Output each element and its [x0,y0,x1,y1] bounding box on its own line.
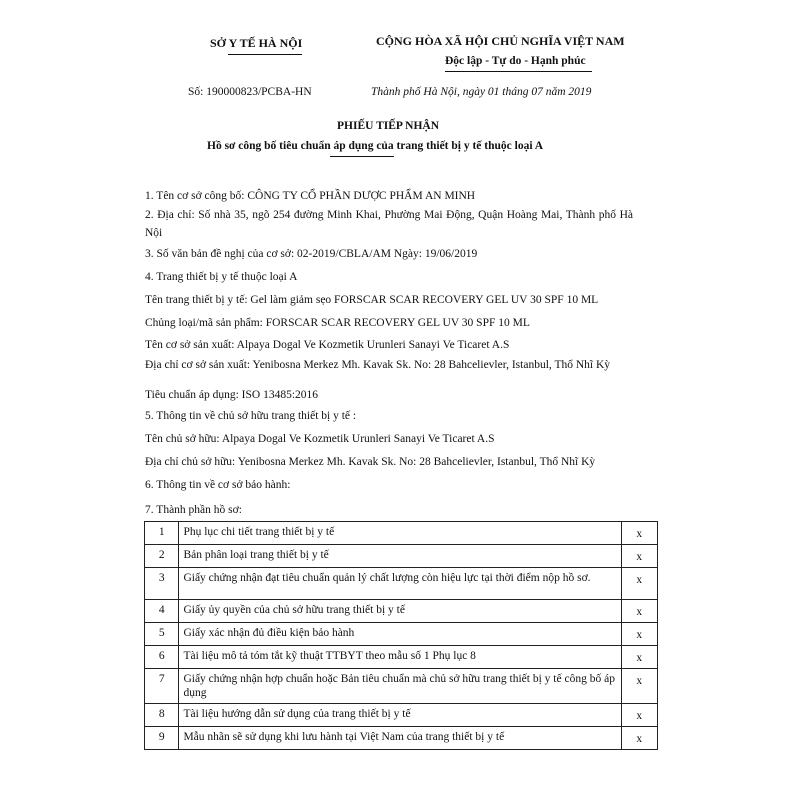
row-number: 3 [145,568,179,600]
row-number: 7 [145,669,179,704]
row-description: Mẫu nhãn sẽ sử dụng khi lưu hành tại Việt Nam của trang thiết bị y tế [179,727,621,750]
table-row [145,522,658,545]
motto-underline [445,71,592,72]
row-mark: x [621,522,657,545]
applied-standard: Tiêu chuẩn áp dụng: ISO 13485:2016 [145,389,319,401]
row-description: Giấy ủy quyền của chủ sở hữu trang thiết bị y tế [179,600,621,623]
row-description: Giấy xác nhận đủ điều kiện bảo hành [179,623,621,646]
table-row [145,727,658,750]
subtitle-underline [330,156,394,157]
owner-name: Tên chủ sở hữu: Alpaya Dogal Ve Kozmetik Urunleri Sanayi Ve Ticaret A.S [145,433,495,445]
device-type: Chủng loại/mã sản phẩm: FORSCAR SCAR RECOVERY GEL UV 30 SPF 10 ML [145,317,530,329]
section-5-heading: 5. Thông tin về chủ sở hữu trang thiết bị y tế : [145,410,357,422]
row-mark: x [621,646,657,669]
manufacturer-address: Địa chỉ cơ sở sản xuất: Yenibosna Merkez Mh. Kavak Sk. No: 28 Bahcelievler, Istanbul, Thổ Nhĩ Kỳ [145,359,611,371]
section-4-heading: 4. Trang thiết bị y tế thuộc loại A [145,271,298,283]
request-document: 3. Số văn bản đề nghị của cơ sở: 02-2019/CBLA/AM Ngày: 19/06/2019 [145,248,478,260]
row-mark: x [621,669,657,704]
section-6-heading: 6. Thông tin về cơ sở bảo hành: [145,479,291,491]
department-underline [228,54,302,55]
device-name: Tên trang thiết bị y tế: Gel làm giảm sẹo FORSCAR SCAR RECOVERY GEL UV 30 SPF 10 ML [145,294,599,306]
table-row [145,568,658,600]
row-mark: x [621,727,657,750]
row-number: 2 [145,545,179,568]
place-date: Thành phố Hà Nội, ngày 01 tháng 07 năm 2019 [371,86,592,98]
establishment-address: 2. Địa chỉ: Số nhà 35, ngõ 254 đường Minh Khai, Phường Mai Động, Quận Hoàng Mai, Thành phố Hà Nội [145,209,633,239]
row-number: 8 [145,704,179,727]
row-mark: x [621,600,657,623]
row-mark: x [621,568,657,600]
row-description: Giấy chứng nhận đạt tiêu chuẩn quản lý chất lượng còn hiệu lực tại thời điểm nộp hồ sơ. [179,568,621,600]
row-description: Bản phân loại trang thiết bị y tế [179,545,621,568]
row-description: Tài liệu hướng dẫn sử dụng của trang thiết bị y tế [179,704,621,727]
row-mark: x [621,545,657,568]
row-description: Giấy chứng nhận hợp chuẩn hoặc Bản tiêu chuẩn mà chủ sở hữu trang thiết bị y tế công bố áp dụng [179,669,621,704]
row-mark: x [621,704,657,727]
document-title: PHIẾU TIẾP NHẬN [337,120,440,132]
department-name: SỞ Y TẾ HÀ NỘI [210,36,303,50]
republic-heading: CỘNG HÒA XÃ HỘI CHỦ NGHĨA VIỆT NAM [376,34,625,48]
owner-address: Địa chỉ chủ sở hữu: Yenibosna Merkez Mh. Kavak Sk. No: 28 Bahcelievler, Istanbul, Thổ Nhĩ Kỳ [145,456,596,468]
components-table [144,521,658,750]
table-row [145,646,658,669]
document-number: Số: 190000823/PCBA-HN [188,86,312,98]
document-subtitle: Hồ sơ công bố tiêu chuẩn áp dụng của trang thiết bị y tế thuộc loại A [207,140,544,152]
table-row [145,669,658,704]
motto: Độc lập - Tự do - Hạnh phúc [445,55,586,67]
row-description: Phụ lục chi tiết trang thiết bị y tế [179,522,621,545]
row-number: 9 [145,727,179,750]
table-row [145,623,658,646]
establishment-name: 1. Tên cơ sở công bố: CÔNG TY CỔ PHẦN DƯỢC PHẨM AN MINH [145,190,476,202]
section-7-heading: 7. Thành phần hồ sơ: [145,504,242,516]
row-number: 1 [145,522,179,545]
row-number: 4 [145,600,179,623]
table-row [145,545,658,568]
row-number: 6 [145,646,179,669]
row-description: Tài liệu mô tả tóm tắt kỹ thuật TTBYT theo mẫu số 1 Phụ lục 8 [179,646,621,669]
table-row [145,600,658,623]
manufacturer-name: Tên cơ sở sản xuất: Alpaya Dogal Ve Kozmetik Urunleri Sanayi Ve Ticaret A.S [145,339,510,351]
table-row [145,704,658,727]
row-mark: x [621,623,657,646]
row-number: 5 [145,623,179,646]
